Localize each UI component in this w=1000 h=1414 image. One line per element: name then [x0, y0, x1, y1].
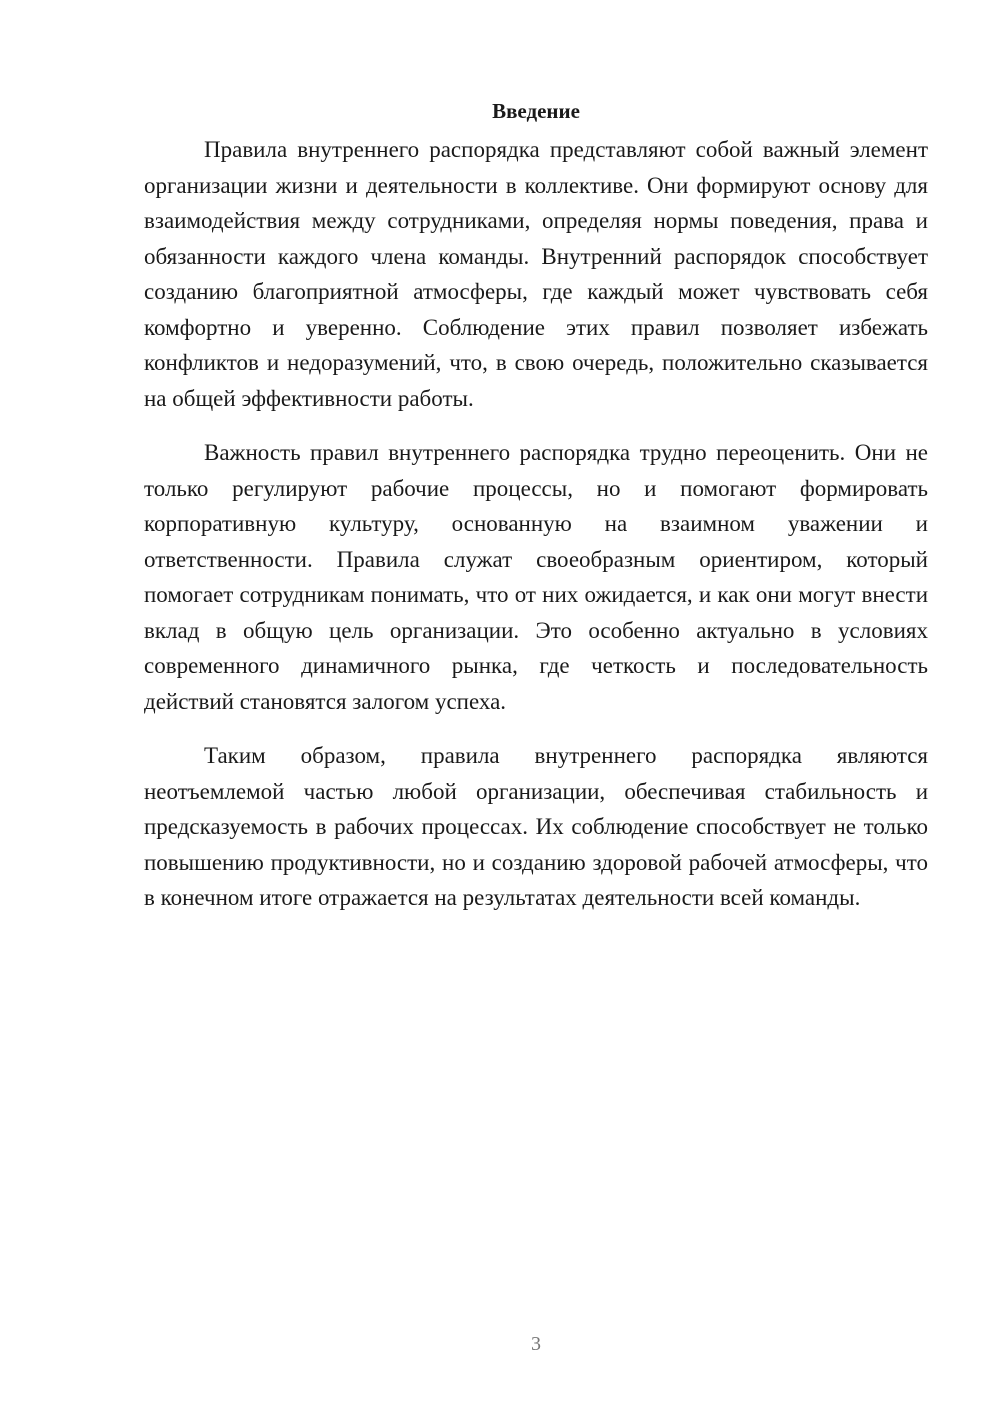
- paragraph-3: Таким образом, правила внутреннего распорядка являются неотъемлемой частью любой организации, обеспечивая стабильность и предсказуемость в рабочих процессах. Их соблюдение способствует не только повышению продуктивности, но и созданию здоровой рабочей атмосферы, что в конечном итоге отражается на результатах деятельности всей команды.: [144, 743, 928, 910]
- page-number: 3: [531, 1333, 541, 1355]
- page-content: [144, 96, 928, 916]
- paragraph-2: Важность правил внутреннего распорядка трудно переоценить. Они не только регулируют рабочие процессы, но и помогают формировать корпоративную культуру, основанную на взаимном уважении и ответственности. Правила служат своеобразным ориентиром, который помогает сотрудникам понимать, что от них ожидается, и как они могут внести вклад в общую цель организации. Это особенно актуально в условиях современного динамичного рынка, где четкость и последовательность действий становятся залогом успеха.: [144, 440, 928, 714]
- paragraph-1: Правила внутреннего распорядка представляют собой важный элемент организации жизни и деятельности в коллективе. Они формируют основу для взаимодействия между сотрудниками, определяя нормы поведения, права и обязанности каждого члена команды. Внутренний распорядок способствует созданию благоприятной атмосферы, где каждый может чувствовать себя комфортно и уверенно. Соблюдение этих правил позволяет избежать конфликтов и недоразумений, что, в свою очередь, положительно сказывается на общей эффективности работы.: [144, 137, 928, 411]
- section-title: Введение: [492, 99, 580, 123]
